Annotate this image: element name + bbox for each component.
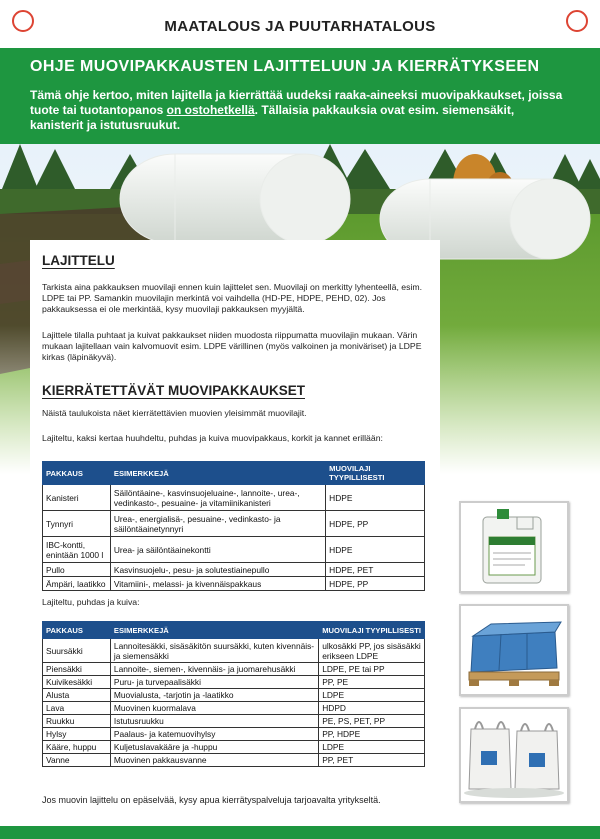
table-cell: HDPE, PP — [326, 511, 425, 537]
table-cell: HDPD — [319, 702, 425, 715]
table-header-cell: PAKKAUS — [43, 622, 111, 639]
table-cell: Lannoite-, siemen-, kivennäis- ja juomarehusäkki — [110, 663, 318, 676]
corner-mark-icon — [566, 10, 588, 32]
table-cell: Urea-, energialisä-, pesuaine-, vedinkasto- ja säilöntäainetynnyri — [110, 511, 325, 537]
table-cell: Vitamiini-, melassi- ja kivennäispakkaus — [110, 577, 325, 591]
table-cell: HDPE, PP — [326, 577, 425, 591]
footer-note: Jos muovin lajittelu on epäselvää, kysy apua kierrätyspalveluja tarjoavalta yritykseltä. — [42, 795, 381, 805]
table-row — [43, 639, 425, 663]
section-title: MAATALOUS JA PUUTARHATALOUS — [164, 18, 436, 35]
table-cell: Alusta — [43, 689, 111, 702]
kierratettavat-paragraph-1: Näistä taulukoista näet kierrätettävien muovien yleisimmät muovilajit. — [42, 408, 307, 418]
table-cell: Muovialusta, -tarjotin ja -laatikko — [110, 689, 318, 702]
section-heading-kierratettavat: KIERRÄTETTÄVÄT MUOVIPAKKAUKSET — [42, 383, 305, 398]
table-cell: HDPE, PET — [326, 563, 425, 577]
table-header-cell: ESIMERKKEJÄ — [110, 622, 318, 639]
table-row — [43, 537, 425, 563]
table-row — [43, 577, 425, 591]
table-cell: Paalaus- ja katemuovihylsy — [110, 728, 318, 741]
page-title: OHJE MUOVIPAKKAUSTEN LAJITTELUUN JA KIERRÄTYKSEEN — [30, 58, 540, 75]
table-row — [43, 754, 425, 767]
table-cell: LDPE, PE tai PP — [319, 663, 425, 676]
table-cell: Kuivikesäkki — [43, 676, 111, 689]
intro-text: Tämä ohje kertoo, miten lajitella ja kierrättää uudeksi raaka-aineeksi muovipakkaukset, joissa tuote tai tuotantopanos on ostohetkellä. Tällaisia pakkauksia ovat esim. siemensäkit, kanisterit ja istutusruukut. — [30, 88, 563, 132]
table-row — [43, 728, 425, 741]
table-cell: Istutusruukku — [110, 715, 318, 728]
table-header-cell: PAKKAUS — [43, 462, 111, 485]
bottom-bar — [0, 826, 600, 839]
table2-caption: Lajiteltu, puhdas ja kuiva: — [42, 597, 140, 607]
lajittelu-paragraph-1: Tarkista aina pakkauksen muovilaji ennen kuin lajittelet sen. Muovilaji on merkitty lyhenteellä, esim. LDPE tai PP. Samankin muovilajin merkintä voi vaihdella (HD-PE, HDPE, PEHD, 02). Jos pakkauksessa ei ole merkintää, kysy muovilaji pakkauksen myyjältä. — [42, 282, 423, 314]
table-row — [43, 689, 425, 702]
table-row — [43, 511, 425, 537]
table-cell: Urea- ja säilöntäainekontti — [110, 537, 325, 563]
header — [0, 0, 600, 46]
table-cell: Muovinen pakkausvanne — [110, 754, 318, 767]
table-cell: PP, HDPE — [319, 728, 425, 741]
intro-link[interactable]: on ostohetkellä — [166, 103, 255, 117]
table-cell: PP, PE — [319, 676, 425, 689]
table-row — [43, 485, 425, 511]
section-heading-lajittelu: LAJITTELU — [42, 253, 115, 268]
table-header-row — [43, 462, 425, 485]
table-cell: PP, PET — [319, 754, 425, 767]
table-cell: Kanisteri — [43, 485, 111, 511]
big-bags-image — [459, 707, 569, 803]
table-cell: IBC-kontti, enintään 1000 l — [43, 537, 111, 563]
table-cell: HDPE — [326, 485, 425, 511]
banner — [0, 48, 600, 144]
pallet-bags-image — [459, 604, 569, 696]
table-header-cell: MUOVILAJI TYYPILLISESTI — [326, 462, 425, 485]
table-cell: Kasvinsuojelu-, pesu- ja solutestiainepullo — [110, 563, 325, 577]
table-cell: Pullo — [43, 563, 111, 577]
table-header-cell: MUOVILAJI TYYPILLISESTI — [319, 622, 425, 639]
table-cell: Puru- ja turvepaalisäkki — [110, 676, 318, 689]
table-cell: Hylsy — [43, 728, 111, 741]
table-row — [43, 563, 425, 577]
table-cell: PE, PS, PET, PP — [319, 715, 425, 728]
table-cell: Piensäkki — [43, 663, 111, 676]
table-row — [43, 676, 425, 689]
canister-image — [459, 501, 569, 593]
table-cell: Lava — [43, 702, 111, 715]
table-cell: Tynnyri — [43, 511, 111, 537]
table-row — [43, 715, 425, 728]
table-cell: Lannoitesäkki, sisäsäkitön suursäkki, kuten kivennäis- ja siemensäkki — [110, 639, 318, 663]
table-cell: Ruukku — [43, 715, 111, 728]
table-header-cell: ESIMERKKEJÄ — [110, 462, 325, 485]
table-cell: Vanne — [43, 754, 111, 767]
lajittelu-paragraph-2: Lajittele tilalla puhtaat ja kuivat pakkaukset niiden muodosta riippumatta muovilajin mukaan. Värin mukaan lajitellaan vain kalvomuovit esim. LDPE värillinen (myös valkoinen ja moniväriset) ja LDPE kirkas (läpinäkyvä). — [42, 330, 422, 362]
table-cell: HDPE — [326, 537, 425, 563]
table-cell: ulkosäkki PP, jos sisäsäkki erikseen LDPE — [319, 639, 425, 663]
table-cell: Kääre, huppu — [43, 741, 111, 754]
table-header-row — [43, 622, 425, 639]
table-cell: Suursäkki — [43, 639, 111, 663]
table-row — [43, 741, 425, 754]
table-cell: LDPE — [319, 689, 425, 702]
kierratettavat-paragraph-2: Lajiteltu, kaksi kertaa huuhdeltu, puhdas ja kuiva muovipakkaus, korkit ja kannet erillään: — [42, 433, 383, 443]
table-cell: Ämpäri, laatikko — [43, 577, 111, 591]
table-cell: Kuljetuslavakääre ja -huppu — [110, 741, 318, 754]
table-cell: Muovinen kuormalava — [110, 702, 318, 715]
table-cell: Säilöntäaine-, kasvinsuojeluaine-, lannoite-, urea-, vedinkasto-, pesuaine- ja vitamiinikanisteri — [110, 485, 325, 511]
packaging-table-rinsed — [42, 461, 425, 591]
table-cell: LDPE — [319, 741, 425, 754]
packaging-table-clean — [42, 621, 425, 767]
table-row — [43, 702, 425, 715]
table-row — [43, 663, 425, 676]
